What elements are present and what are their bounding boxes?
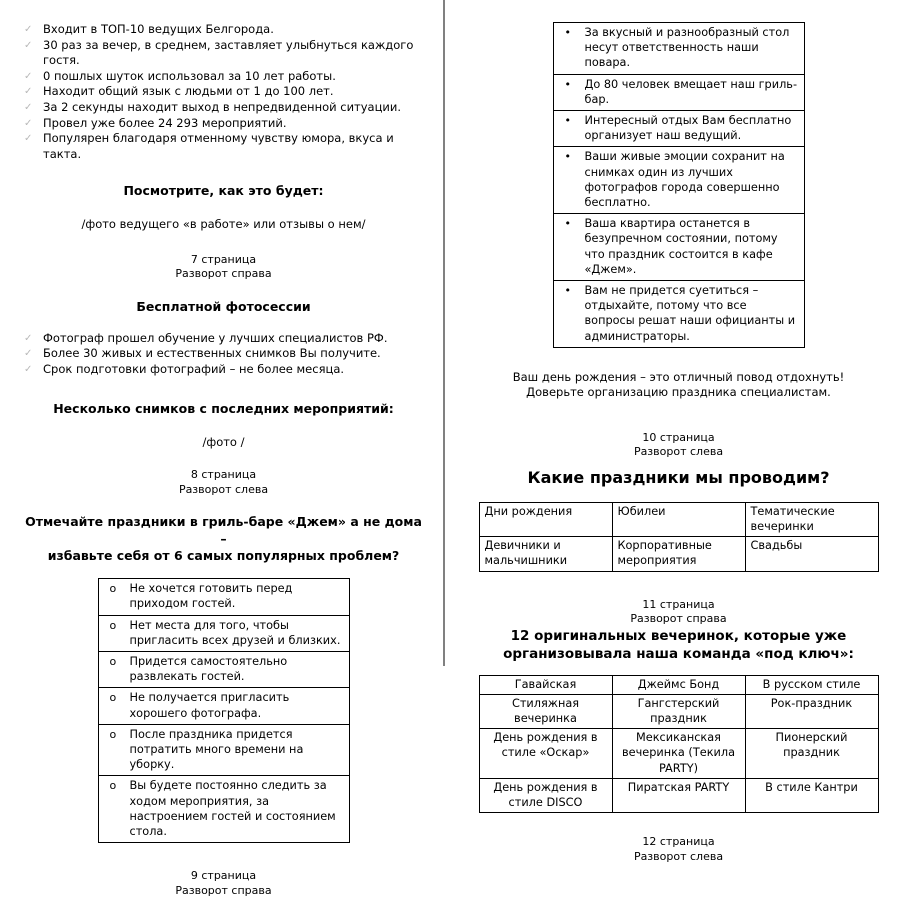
list-item (22, 331, 425, 347)
pagemark-12-page: 12 страница (642, 835, 715, 849)
list-item (22, 346, 425, 362)
check-icon: ✓ (24, 348, 33, 360)
table-cell: В стиле Кантри (745, 778, 878, 812)
table-cell-text: Нет места для того, чтобы пригласить всех друзей и близких. (129, 618, 341, 647)
table-row (479, 537, 878, 571)
heading-parties-line2: организовывала наша команда «под ключ»: (503, 645, 854, 662)
pagemark-9-page: 9 страница (190, 869, 257, 883)
table-cell: Стиляжная вечеринка (479, 694, 612, 728)
table-cell: Пиратская PARTY (612, 778, 745, 812)
table-row (479, 729, 878, 779)
table-row (98, 724, 349, 776)
pagemark-10-spread: Разворот слева (633, 445, 724, 459)
table-cell (553, 281, 804, 348)
list-item-text: Входит в ТОП-10 ведущих Белгорода. (43, 22, 274, 36)
table-cell-text: Придется самостоятельно развлекать гостей. (129, 654, 288, 684)
list-item-text: Провел уже более 24 293 мероприятий. (43, 115, 287, 130)
table-cell (553, 214, 804, 281)
pagemark-8-page: 8 страница (190, 468, 257, 482)
parties-table (479, 675, 879, 814)
table-cell-text: До 80 человек вмещает наш гриль-бар. (584, 77, 798, 106)
list-item (22, 84, 425, 100)
table-cell: Гавайская (479, 675, 612, 694)
list-item (22, 116, 425, 132)
list-item-text: 0 пошлых шуток использовал за 10 лет работы. (43, 68, 336, 83)
intro-bullet-list (22, 22, 425, 162)
table-cell: Юбилеи (612, 502, 745, 536)
table-cell-text: Вам не придется суетиться – отдыхайте, потому что все вопросы решат наши официанты и администраторы. (584, 284, 796, 343)
table-row (553, 74, 804, 110)
list-item (22, 69, 425, 85)
table-cell (553, 111, 804, 147)
check-icon: ✓ (24, 332, 33, 344)
bullet-icon: • (564, 77, 571, 91)
table-cell-text: Вы будете постоянно следить за ходом мероприятия, за настроением гостей и состоянием стола. (129, 779, 336, 838)
table-cell: Девичники и мальчишники (479, 537, 612, 571)
list-item-text: 30 раз за вечер, в среднем, заставляет улыбнуться каждого гостя. (43, 37, 414, 68)
pagemark-11-page: 11 страница (642, 597, 715, 611)
heading-problems-line1: Отмечайте праздники в гриль-баре «Джем» а не дома – (25, 514, 422, 547)
table-row (553, 147, 804, 214)
table-cell-text: Не хочется готовить перед приходом гостей. (129, 582, 293, 611)
table-cell (553, 147, 804, 214)
table-cell: День рождения в стиле «Оскар» (479, 729, 612, 779)
table-cell: Пионерский праздник (745, 729, 878, 779)
table-cell: Тематические вечеринки (745, 502, 878, 536)
pagemark-10-page: 10 страница (642, 430, 715, 444)
table-cell (98, 724, 349, 776)
circle-bullet-icon: o (109, 618, 117, 632)
page-divider (443, 0, 445, 666)
table-cell: Дни рождения (479, 502, 612, 536)
table-cell-text: Интересный отдых Вам бесплатно организует наш ведущий. (584, 114, 792, 143)
heading-which-holidays: Какие праздники мы проводим? (527, 467, 830, 487)
table-cell: Мексиканская вечеринка (Текила PARTY) (612, 729, 745, 779)
pagemark-9-spread: Разворот справа (175, 883, 272, 897)
holidays-table (479, 502, 879, 572)
table-cell: Корпоративные мероприятия (612, 537, 745, 571)
list-item (22, 131, 425, 162)
table-cell (98, 776, 349, 843)
list-item-text: Фотограф прошел обучение у лучших специалистов РФ. (43, 330, 388, 345)
table-row (479, 675, 878, 694)
table-row (98, 579, 349, 615)
table-cell: Рок-праздник (745, 694, 878, 728)
benefits-box (553, 22, 805, 348)
pagemark-12-spread: Разворот слева (633, 849, 724, 863)
circle-bullet-icon: o (109, 779, 117, 793)
left-page (0, 0, 443, 898)
table-cell-text: Не получается пригласить хорошего фотографа. (129, 691, 290, 720)
circle-bullet-icon: o (109, 582, 117, 596)
list-item-text: Находит общий язык с людьми от 1 до 100 лет. (43, 84, 334, 99)
list-item-text: Срок подготовки фотографий – не более месяца. (43, 362, 345, 377)
table-cell-text: После праздника придется потратить много времени на уборку. (129, 727, 304, 772)
heading-look-preview: Посмотрите, как это будет: (123, 183, 324, 199)
bullet-icon: • (564, 114, 571, 128)
check-icon: ✓ (24, 86, 33, 98)
check-icon: ✓ (24, 101, 33, 113)
closing-line-1: Ваш день рождения – это отличный повод отдохнуть! (512, 369, 845, 384)
list-item (22, 22, 425, 38)
circle-bullet-icon: o (109, 691, 117, 705)
list-item-text: Более 30 живых и естественных снимков Вы получите. (43, 346, 381, 361)
table-row (479, 502, 878, 536)
table-row (479, 778, 878, 812)
circle-bullet-icon: o (109, 654, 117, 668)
check-icon: ✓ (24, 133, 33, 145)
table-cell-text: Ваша квартира останется в безупречном состоянии, потому что праздник состоится в кафе «Джем». (584, 217, 778, 276)
table-row (553, 281, 804, 348)
table-row (479, 694, 878, 728)
list-item (22, 362, 425, 378)
table-cell-text: За вкусный и разнообразный стол несут ответственность наши повара. (584, 26, 790, 70)
table-cell: Свадьбы (745, 537, 878, 571)
table-cell (553, 23, 804, 75)
heading-recent-shots: Несколько снимков с последних мероприятий: (53, 400, 394, 416)
bullet-icon: • (564, 150, 571, 164)
circle-bullet-icon: o (109, 727, 117, 741)
check-icon: ✓ (24, 70, 33, 82)
right-page (447, 0, 906, 864)
check-icon: ✓ (24, 117, 33, 129)
table-cell-text: Ваши живые эмоции сохранит на снимках один из лучших фотографов города совершенно бесплатно. (584, 150, 785, 210)
list-item-text: За 2 секунды находит выход в непредвиденной ситуации. (43, 99, 402, 114)
list-item (22, 100, 425, 116)
table-row (553, 214, 804, 281)
list-item (22, 38, 425, 69)
photo-placeholder-host: /фото ведущего «в работе» или отзывы о нем/ (81, 217, 366, 232)
photosession-bullet-list (22, 331, 425, 378)
table-row (553, 111, 804, 147)
table-row (98, 688, 349, 724)
table-row (98, 776, 349, 843)
table-cell: В русском стиле (745, 675, 878, 694)
check-icon: ✓ (24, 364, 33, 376)
photo-placeholder-generic: /фото / (202, 434, 245, 449)
table-cell (98, 651, 349, 687)
table-cell (98, 615, 349, 651)
table-row (553, 23, 804, 75)
bullet-icon: • (564, 26, 571, 39)
table-cell: День рождения в стиле DISCO (479, 778, 612, 812)
table-cell: Гангстерский праздник (612, 694, 745, 728)
closing-line-2: Доверьте организацию праздника специалистам. (526, 385, 831, 400)
table-cell (98, 688, 349, 724)
heading-free-photosession: Бесплатной фотосессии (136, 298, 311, 314)
pagemark-8-spread: Разворот слева (178, 482, 269, 496)
list-item-text: Популярен благодаря отменному чувству юмора, вкуса и такта. (43, 131, 394, 161)
table-row (98, 615, 349, 651)
bullet-icon: • (564, 217, 571, 231)
heading-parties-line1: 12 оригинальных вечеринок, которые уже (510, 627, 847, 644)
table-cell (553, 74, 804, 110)
table-cell (98, 579, 349, 615)
pagemark-11-spread: Разворот справа (630, 612, 727, 626)
pagemark-7-spread: Разворот справа (175, 267, 272, 281)
table-row (98, 651, 349, 687)
bullet-icon: • (564, 284, 571, 298)
check-icon: ✓ (24, 39, 33, 51)
heading-problems-line2: избавьте себя от 6 самых популярных проблем? (47, 548, 400, 564)
problems-box (98, 578, 350, 843)
pagemark-7-page: 7 страница (190, 252, 257, 266)
check-icon: ✓ (24, 24, 33, 35)
table-cell: Джеймс Бонд (612, 675, 745, 694)
